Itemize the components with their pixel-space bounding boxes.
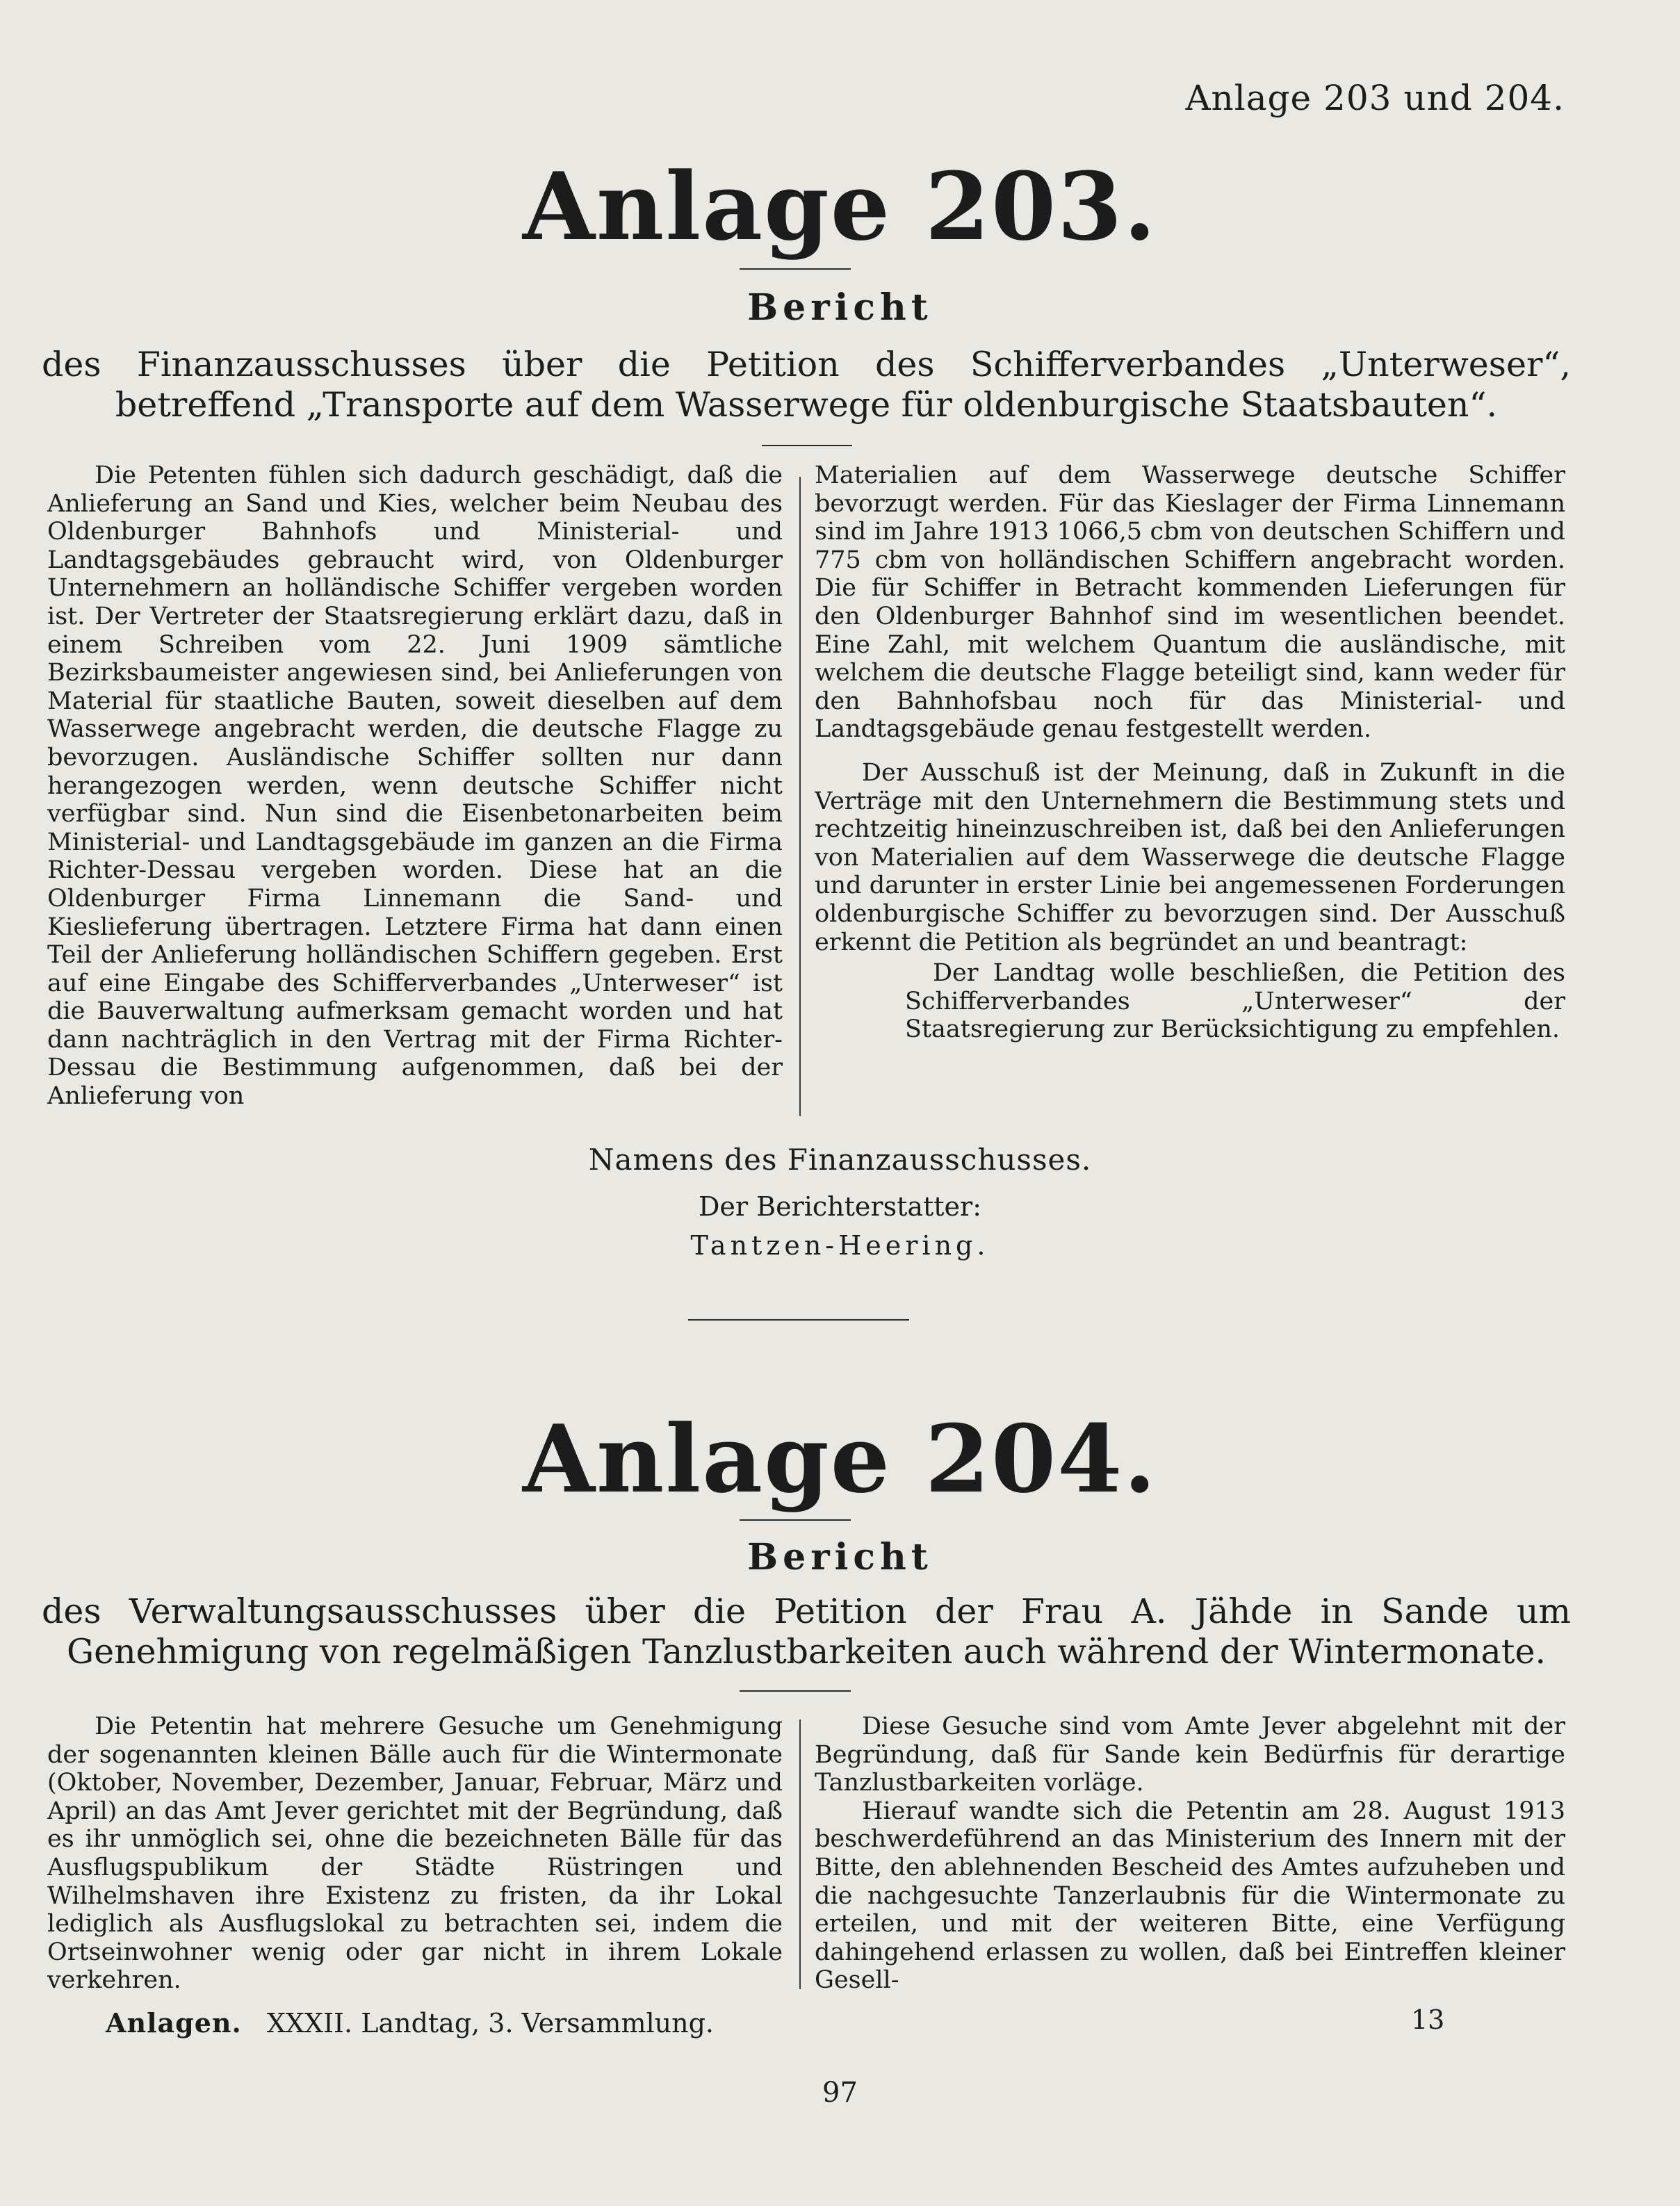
- footer-bold-label: Anlagen.: [106, 2007, 242, 2038]
- section-title-203: Anlage 203.: [522, 152, 1158, 261]
- running-head: Anlage 203 und 204.: [1185, 78, 1565, 118]
- signature-role: Der Berichterstatter:: [698, 1191, 982, 1222]
- report-subtitle-204: des Verwaltungsausschusses über die Petition der Frau A. Jähde in Sande um Genehmigung von regelmäßigen Tanzlustbarkeiten auch während der Wintermonate.: [42, 1592, 1571, 1672]
- subtitle-rule: [762, 445, 852, 446]
- right-column-204: [815, 1713, 1565, 1995]
- report-subtitle-203: des Finanzausschusses über die Petition des Schifferverbandes „Unterweser“, betreffend „Transporte auf dem Wasserwege für oldenburgische Staatsbauten“.: [42, 345, 1571, 425]
- footer-session: XXXII. Landtag, 3. Versammlung.: [266, 2008, 714, 2038]
- motion-paragraph: Der Landtag wolle beschließen, die Petition des Schifferverbandes „Unterweser“ der Staatsregierung zur Berücksichtigung zu empfehlen.: [905, 959, 1565, 1044]
- column-divider: [799, 477, 801, 1116]
- left-column-203: [47, 461, 783, 1111]
- page-number: 97: [822, 2077, 858, 2109]
- signature-mark: 13: [1411, 2004, 1445, 2035]
- paragraph: Materialien auf dem Wasserwege deutsche Schiffer bevorzugt werden. Für das Kieslager der Firma Linnemann sind im Jahre 1913 1066,5 cbm von deutschen Schiffern und 775 cbm von holländischen Schiffern angebracht worden. Die für Schiffer in Betracht kommenden Lieferungen für den Oldenburger Bahnhof sind im wesentlichen beendet. Eine Zahl, mit welchem Quantum die ausländische, mit welchem die deutsche Flagge beteiligt sind, kann weder für den Bahnhofsbau noch für das Ministerial- und Landtagsgebäude genau festgestellt werden.: [815, 461, 1565, 744]
- subtitle-rule: [740, 1690, 851, 1692]
- section-title-204: Anlage 204.: [522, 1404, 1158, 1514]
- paragraph: Diese Gesuche sind vom Amte Jever abgelehnt mit der Begründung, daß für Sande kein Bedürfnis für derartige Tanzlustbarkeiten vorläge.: [815, 1713, 1565, 1797]
- right-column-203: [815, 461, 1565, 1044]
- signature-committee: Namens des Finanzausschusses.: [588, 1143, 1092, 1177]
- report-label-203: Bericht: [747, 286, 933, 329]
- report-label-204: Bericht: [747, 1536, 933, 1578]
- column-divider: [799, 1719, 801, 1989]
- signature-name: Tantzen-Heering.: [690, 1230, 990, 1261]
- paragraph: Der Ausschuß ist der Meinung, daß in Zukunft in die Verträge mit den Unternehmern die Bestimmung stets und rechtzeitig hineinzuschreiben ist, daß bei den Anlieferungen von Materialien auf dem Wasserwege die deutsche Flagge und darunter in erster Linie bei angemessenen Forderungen oldenburgische Schiffer zu bevorzugen sind. Der Ausschuß erkennt die Petition als begründet an und beantragt:: [815, 758, 1565, 956]
- left-column-204: [47, 1713, 783, 1995]
- paragraph: Die Petentin hat mehrere Gesuche um Genehmigung der sogenannten kleinen Bälle auch für die Wintermonate (Oktober, November, Dezember, Januar, Februar, März und April) an das Amt Jever gerichtet mit der Begründung, daß es ihr unmöglich sei, ohne die bezeichneten Bälle für das Ausflugspublikum der Städte Rüstringen und Wilhelmshaven ihre Existenz zu fristen, da ihr Lokal lediglich als Ausflugslokal zu betrachten sei, indem die Ortseinwohner wenig oder gar nicht in ihrem Lokale verkehren.: [47, 1713, 783, 1995]
- paragraph: Die Petenten fühlen sich dadurch geschädigt, daß die Anlieferung an Sand und Kies, welcher beim Neubau des Oldenburger Bahnhofs und Ministerial- und Landtagsgebäudes gebraucht wird, von Oldenburger Unternehmern an holländische Schiffer vergeben worden ist. Der Vertreter der Staatsregierung erklärt dazu, daß in einem Schreiben vom 22. Juni 1909 sämtliche Bezirksbaumeister angewiesen sind, bei Anlieferungen von Material für staatliche Bauten, soweit dieselben auf dem Wasserwege angebracht werden, die deutsche Flagge zu bevorzugen. Ausländische Schiffer sollten nur dann herangezogen werden, wenn deutsche Schiffer nicht verfügbar sind. Nun sind die Eisenbetonarbeiten beim Ministerial- und Landtagsgebäude im ganzen an die Firma Richter-Dessau vergeben worden. Diese hat an die Oldenburger Firma Linnemann die Sand- und Kieslieferung übertragen. Letztere Firma hat dann einen Teil der Anlieferung holländischen Schiffern gegeben. Erst auf eine Eingabe des Schifferverbandes „Unterweser“ ist die Bauverwaltung aufmerksam gemacht worden und hat dann nachträglich in den Vertrag mit der Firma Richter-Dessau die Bestimmung aufgenommen, daß bei der Anlieferung von: [47, 461, 783, 1111]
- title-rule: [740, 268, 851, 270]
- section-separator: [688, 1319, 909, 1321]
- footer-imprint: [106, 2007, 714, 2038]
- title-rule: [740, 1519, 851, 1521]
- paragraph: Hierauf wandte sich die Petentin am 28. August 1913 beschwerdeführend an das Ministerium des Innern mit der Bitte, den ablehnenden Bescheid des Amtes aufzuheben und die nachgesuchte Tanzerlaubnis für die Wintermonate zu erteilen, und mit der weiteren Bitte, eine Verfügung dahingehend erlassen zu wollen, daß bei Eintreffen kleiner Gesell-: [815, 1797, 1565, 1995]
